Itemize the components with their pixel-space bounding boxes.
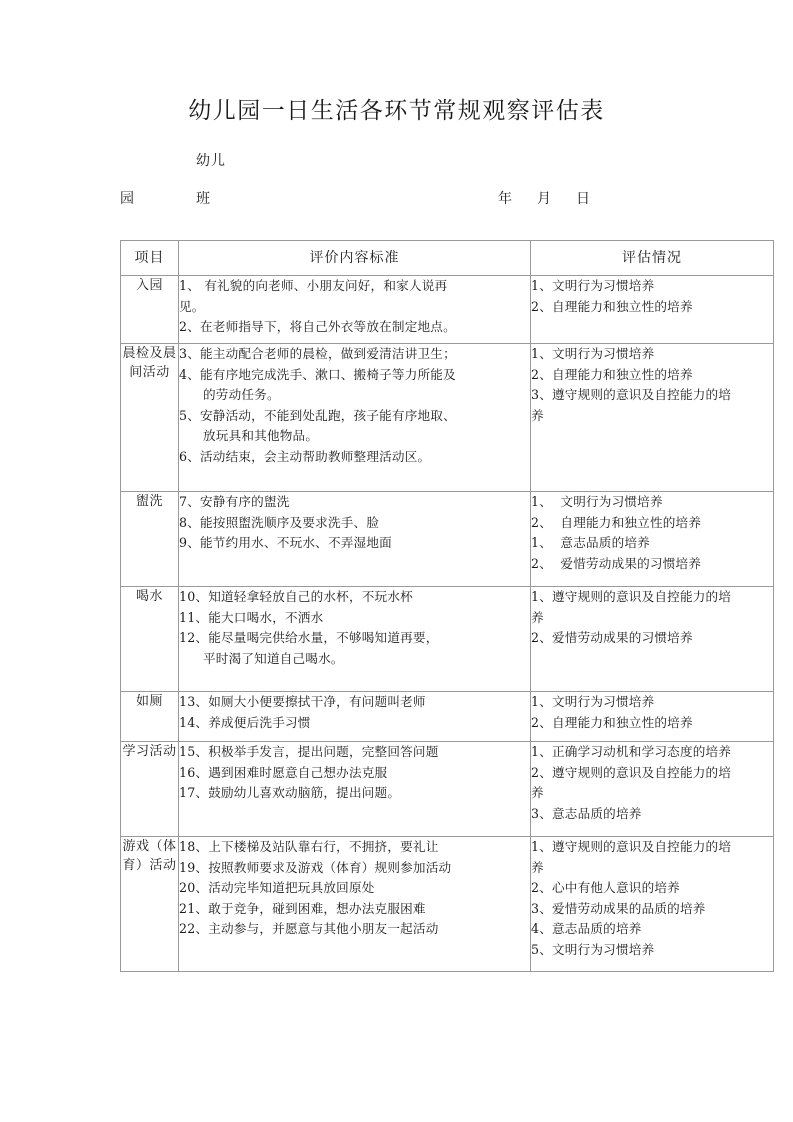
table-row <box>121 344 774 492</box>
day-label: 日 <box>576 191 591 207</box>
table-cell-criteria <box>179 587 531 692</box>
page-title: 幼儿园一日生活各环节常规观察评估表 <box>188 98 605 124</box>
table-cell-item: 学习活动 <box>121 742 179 837</box>
criteria-line: 11、能大口喝水，不洒水 <box>179 609 324 625</box>
evaluation-line: 1、 文明行为习惯培养 <box>531 494 663 509</box>
table-cell-evaluation <box>531 692 774 742</box>
evaluation-line: 1、遵守规则的意识及自控能力的培 <box>531 589 732 604</box>
evaluation-line: 2、自理能力和独立性的培养 <box>531 298 693 314</box>
criteria-line: 平时渴了知道自己喝水。 <box>203 650 344 666</box>
child-label: 幼儿 <box>196 153 226 169</box>
criteria-line: 6、活动结束，会主动帮助教师整理活动区。 <box>179 448 431 464</box>
evaluation-line: 1、文明行为习惯培养 <box>531 694 655 709</box>
table-header-row <box>121 241 774 276</box>
table-cell-criteria <box>179 742 531 837</box>
evaluation-line: 2、遵守规则的意识及自控能力的培 <box>531 764 732 780</box>
evaluation-line: 2、自理能力和独立性的培养 <box>531 714 693 730</box>
evaluation-line: 2、自理能力和独立性的培养 <box>531 366 693 382</box>
table-cell-item: 喝水 <box>121 587 179 692</box>
table-row <box>121 692 774 742</box>
table-body <box>121 276 774 972</box>
criteria-line: 1、 有礼貌的向老师、小朋友问好，和家人说再 <box>179 278 448 293</box>
table-cell-item: 如厕 <box>121 692 179 742</box>
table-row <box>121 492 774 587</box>
criteria-line: 9、能节约用水、不玩水、不弄湿地面 <box>179 535 392 550</box>
criteria-line: 8、能按照盥洗顺序及要求洗手、脸 <box>179 514 380 530</box>
evaluation-line: 1、遵守规则的意识及自控能力的培 <box>531 839 732 854</box>
criteria-line: 7、安静有序的盥洗 <box>179 494 290 509</box>
criteria-line: 10、知道轻拿轻放自己的水杯，不玩水杯 <box>179 589 413 604</box>
table-cell-evaluation <box>531 837 774 972</box>
table-cell-item: 入园 <box>121 276 179 344</box>
table-row <box>121 587 774 692</box>
evaluation-line: 3、爱惜劳动成果的品质的培养 <box>531 900 706 916</box>
evaluation-line: 4、意志品质的培养 <box>531 921 642 936</box>
table-cell-criteria <box>179 492 531 587</box>
criteria-line: 19、按照教师要求及游戏（体育）规则参加活动 <box>179 859 452 875</box>
criteria-line: 4、能有序地完成洗手、漱口、搬椅子等力所能及 <box>179 366 456 382</box>
criteria-line: 13、如厕大小便要擦拭干净，有问题叫老师 <box>179 694 426 709</box>
criteria-line: 的劳动任务。 <box>203 387 280 402</box>
criteria-line: 见。 <box>179 298 205 314</box>
criteria-line: 21、敢于竞争，碰到困难，想办法克服困难 <box>179 900 426 916</box>
month-label: 月 <box>537 191 552 207</box>
evaluation-line: 养 <box>531 609 544 625</box>
evaluation-line: 5、文明行为习惯培养 <box>531 941 655 957</box>
criteria-line: 16、遇到困难时愿意自己想办法克服 <box>179 764 388 780</box>
evaluation-line: 1、正确学习动机和学习态度的培养 <box>531 744 732 759</box>
table-row <box>121 276 774 344</box>
table-cell-evaluation <box>531 344 774 492</box>
column-header-criteria: 评价内容标准 <box>179 241 531 276</box>
table-cell-criteria <box>179 344 531 492</box>
table-cell-criteria <box>179 276 531 344</box>
criteria-line: 3、能主动配合老师的晨检，做到爱清洁讲卫生； <box>179 346 456 361</box>
evaluation-table <box>120 240 774 972</box>
evaluation-line: 1、文明行为习惯培养 <box>531 346 655 361</box>
evaluation-line: 2、心中有他人意识的培养 <box>531 880 680 895</box>
evaluation-line: 养 <box>531 407 544 423</box>
criteria-line: 5、安静活动，不能到处乱跑，孩子能有序地取、 <box>179 407 456 423</box>
evaluation-line: 1、文明行为习惯培养 <box>531 278 655 293</box>
criteria-line: 2、在老师指导下，将自己外衣等放在制定地点。 <box>179 319 456 334</box>
evaluation-line: 1、 意志品质的培养 <box>531 535 650 550</box>
criteria-line: 15、积极举手发言，提出问题，完整回答问题 <box>179 744 439 759</box>
evaluation-line: 3、意志品质的培养 <box>531 805 642 821</box>
class-label: 班 <box>196 191 211 207</box>
table-cell-evaluation <box>531 587 774 692</box>
evaluation-line: 2、 爱惜劳动成果的习惯培养 <box>531 555 702 571</box>
table-cell-criteria <box>179 837 531 972</box>
criteria-line: 22、主动参与，并愿意与其他小朋友一起活动 <box>179 921 439 936</box>
table-cell-evaluation <box>531 492 774 587</box>
criteria-line: 放玩具和其他物品。 <box>203 428 319 443</box>
table-cell-item: 盥洗 <box>121 492 179 587</box>
evaluation-line: 养 <box>531 859 544 875</box>
table-cell-evaluation <box>531 276 774 344</box>
table-cell-criteria <box>179 692 531 742</box>
meta-child-line <box>196 150 226 172</box>
table-header <box>121 241 774 276</box>
table-cell-item: 晨检及晨间活动 <box>121 344 179 492</box>
column-header-evaluation: 评估情况 <box>531 241 774 276</box>
criteria-line: 14、养成便后洗手习惯 <box>179 714 311 730</box>
criteria-line: 18、上下楼梯及站队靠右行，不拥挤，要礼让 <box>179 839 439 854</box>
kindergarten-label: 园 <box>120 191 135 207</box>
evaluation-line: 2、 自理能力和独立性的培养 <box>531 514 702 530</box>
evaluation-line: 养 <box>531 785 544 800</box>
criteria-line: 20、活动完毕知道把玩具放回原处 <box>179 880 375 895</box>
criteria-line: 17、鼓励幼儿喜欢动脑筋，提出问题。 <box>179 785 401 800</box>
evaluation-line: 3、遵守规则的意识及自控能力的培 <box>531 387 732 402</box>
year-label: 年 <box>498 191 513 207</box>
table-row <box>121 742 774 837</box>
criteria-line: 12、能尽量喝完供给水量，不够喝知道再要， <box>179 630 439 645</box>
column-header-item: 项目 <box>121 241 179 276</box>
table-cell-item: 游戏（体育）活动 <box>121 837 179 972</box>
evaluation-line: 2、爱惜劳动成果的习惯培养 <box>531 630 693 645</box>
table-cell-evaluation <box>531 742 774 837</box>
table-row <box>121 837 774 972</box>
